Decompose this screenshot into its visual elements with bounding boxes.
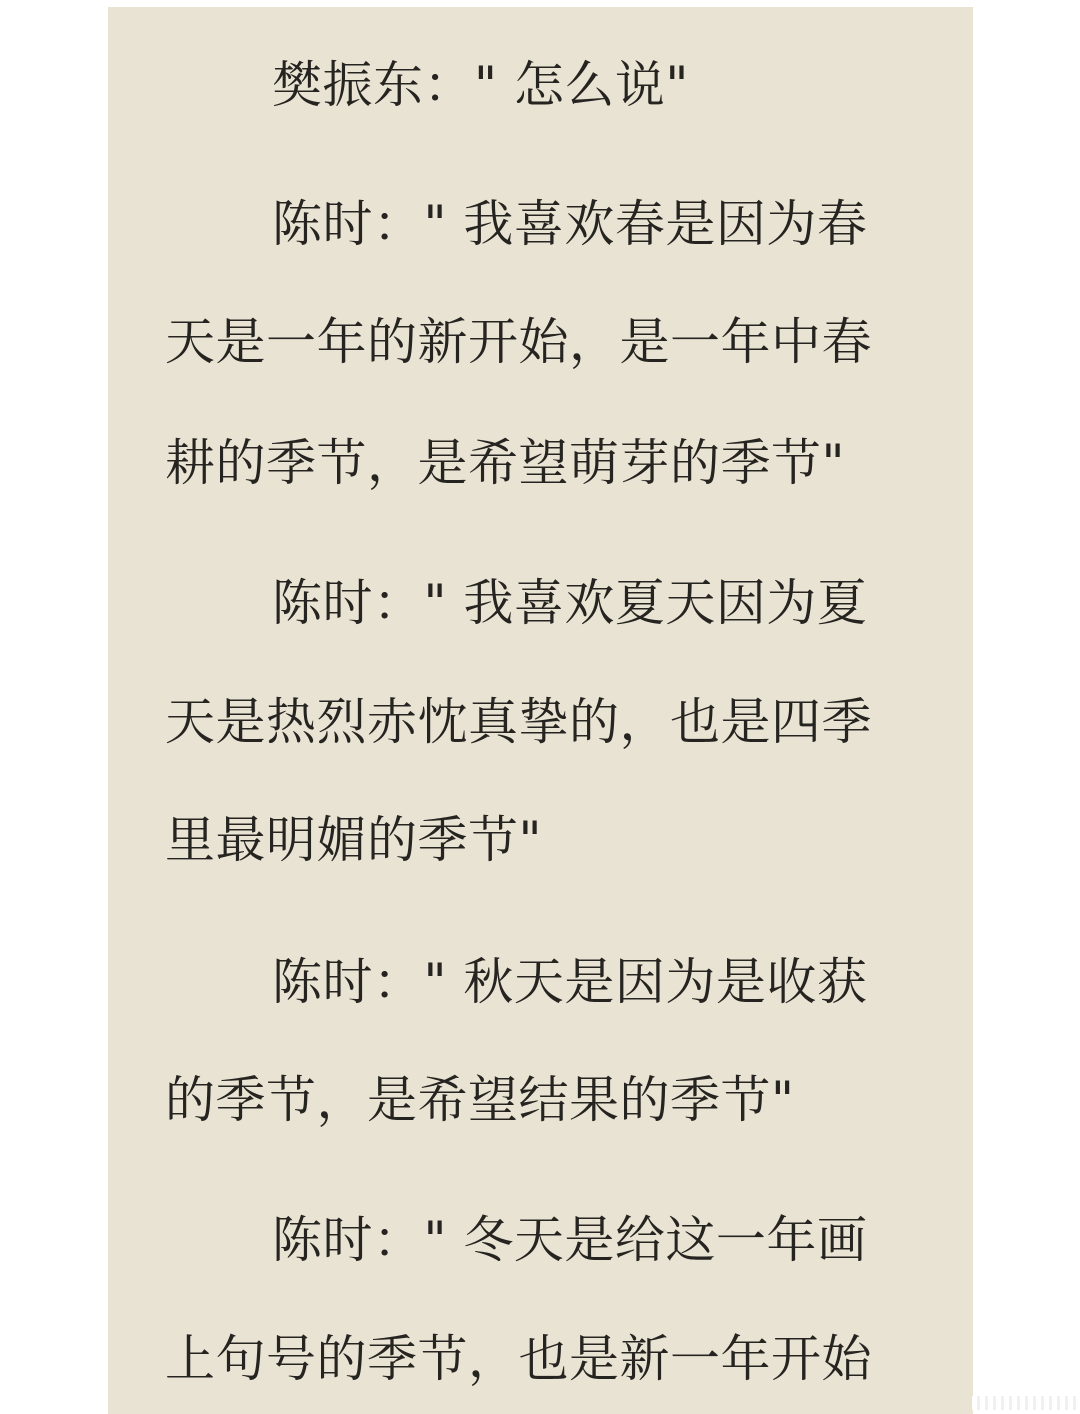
- dialogue-line-summer-2: 天是热烈赤忱真挚的，也是四季: [165, 693, 872, 751]
- dialogue-line-summer-1: 陈时：" 我喜欢夏天因为夏: [272, 574, 868, 632]
- dialogue-line-fan-zhendong: 樊振东：" 怎么说": [272, 56, 689, 114]
- dialogue-line-summer-3: 里最明媚的季节": [165, 811, 542, 869]
- dialogue-line-spring-2: 天是一年的新开始，是一年中春: [165, 313, 872, 371]
- dialogue-line-spring-3: 耕的季节，是希望萌芽的季节": [165, 434, 845, 492]
- dialogue-line-autumn-2: 的季节，是希望结果的季节": [165, 1071, 795, 1129]
- book-page: [108, 7, 973, 1414]
- dialogue-line-autumn-1: 陈时：" 秋天是因为是收获: [272, 953, 868, 1011]
- dialogue-line-spring-1: 陈时：" 我喜欢春是因为春: [272, 195, 868, 253]
- dialogue-line-winter-2: 上句号的季节，也是新一年开始: [165, 1330, 872, 1388]
- dialogue-line-winter-1: 陈时：" 冬天是给这一年画: [272, 1211, 868, 1269]
- watermark-strip: [972, 1396, 1076, 1410]
